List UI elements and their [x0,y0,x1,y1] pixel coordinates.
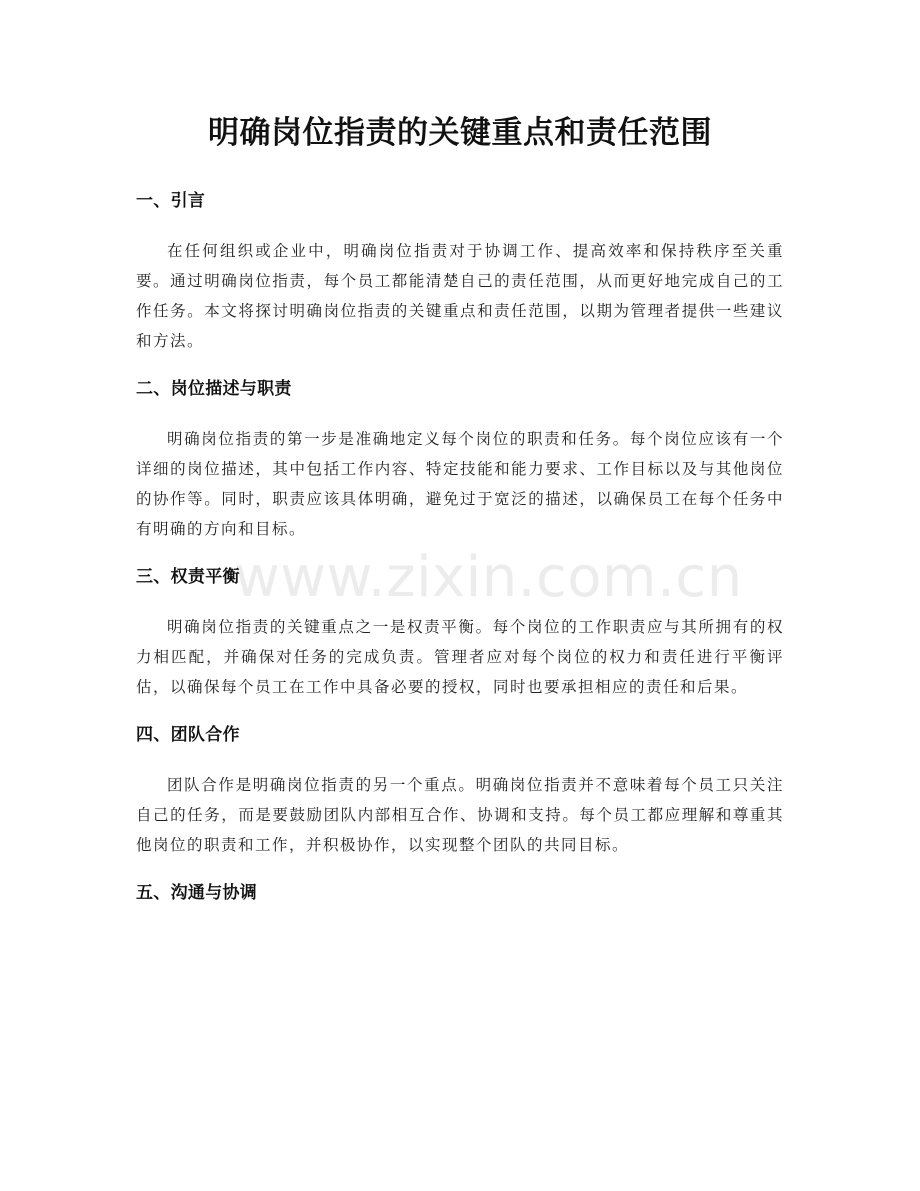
section-heading: 三、权责平衡 [136,567,240,587]
document-title: 明确岗位指责的关键重点和责任范围 [208,115,712,151]
section-paragraph: 明确岗位指责的第一步是准确地定义每个岗位的职责和任务。每个岗位应该有​一个详细的岗位描述，其中包括工作内容、特定技能和能力要求、工作目标以及与​其他岗位的协作等。同时，职责应该具体明确，避免过于宽泛的描述，以确保员工​在每个任务中有明确的方向和目标。 [136,430,784,538]
section-heading: 四、团队合作 [136,725,240,745]
watermark-text: www.zixin.com.cn [234,545,743,610]
section-introduction [136,186,784,356]
section-heading: 一、引言 [136,191,206,211]
section-authority-balance [136,562,784,702]
section-job-description [136,374,784,544]
section-teamwork [136,720,784,860]
section-paragraph: 在任何组织或企业中，明确岗位指责对于协调工作、提高效率和保持秩序至关​重要。通过明确岗位指责，每个员工都能清楚自己的责任范围，从而更好地完成自​己的工作任务。本文将探讨明确岗位指责的关键重点和责任范围，以期为管理者提​供一些建议和方法。 [136,242,784,350]
section-communication [136,878,784,908]
section-heading: 五、沟通与协调 [136,883,258,903]
section-heading: 二、岗位描述与职责 [136,379,292,399]
section-paragraph: 团队合作是明确岗位指责的另一个重点。明确岗位指责并不意味着每个员工只​关注自己的任务，而是要鼓励团队内部相互合作、协调和支持。每个员工都应理解​和尊重其他岗位的职责和工作，并积极协作，以实现整个团队的共同目标。 [136,776,784,854]
section-paragraph: 明确岗位指责的关键重点之一是权责平衡。每个岗位的工作职责应与其所拥有​的权力相匹配，并确保对任务的完成负责。管理者应对每个岗位的权力和责任进行​平衡评估，以确保每个员工在工作中具备必要的授权，同时也要承担相应的责任和​后果。 [136,618,784,696]
document-body [136,186,784,908]
